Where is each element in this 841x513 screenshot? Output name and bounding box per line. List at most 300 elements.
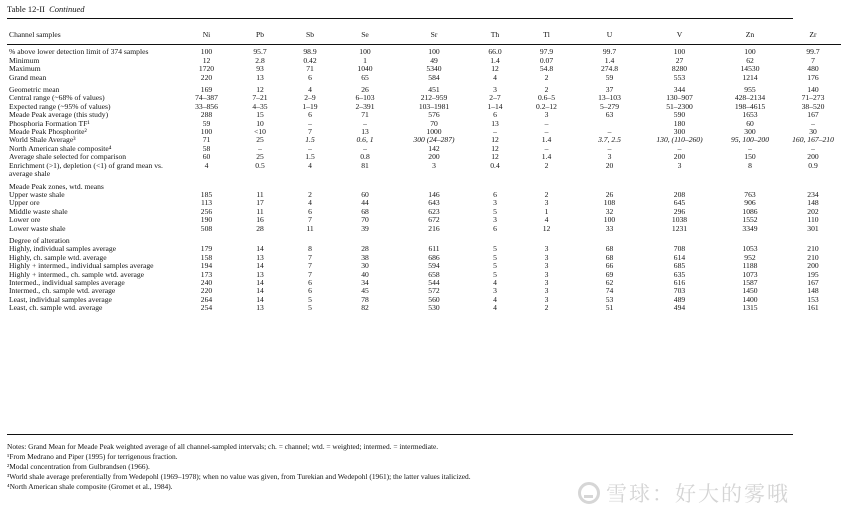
table-cell: 54.8 [539, 64, 554, 74]
column-header-ni: Ni [202, 30, 211, 39]
column-header-se: Se [361, 30, 369, 39]
table-cell: 12 [491, 135, 499, 145]
table-cell: 614 [673, 252, 686, 262]
table-cell: 195 [807, 269, 819, 279]
snowball-logo-icon [578, 482, 600, 504]
table-cell: 6 [308, 72, 312, 82]
table-cell: 37 [605, 85, 614, 95]
table-cell: – [363, 118, 367, 128]
table-cell: 180 [673, 118, 686, 128]
table-cell: 685 [673, 261, 686, 271]
column-header-label: Channel samples [9, 30, 61, 39]
row-label: Minimum [9, 55, 40, 65]
table-cell: – [677, 143, 682, 153]
row-label: Central range (~68% of values) [9, 93, 105, 103]
table-row [7, 145, 841, 153]
table-cell: 11 [306, 223, 314, 233]
table-cell: 1–14 [487, 101, 503, 111]
note-line: ²Modal concentration from Gulbrandsen (1966). [7, 462, 150, 471]
table-cell: 95.7 [253, 47, 267, 57]
table-cell: 148 [807, 286, 819, 296]
table-cell: 2 [544, 303, 549, 313]
table-cell: 5 [493, 244, 497, 254]
table-cell: 26 [361, 85, 369, 95]
table-cell: 1450 [742, 286, 758, 296]
table-cell: 2–9 [304, 93, 316, 103]
row-label: Least, individual samples average [9, 294, 112, 304]
table-cell: 428–2134 [734, 93, 766, 103]
table-cell: 15 [256, 110, 264, 120]
table-cell: 69 [605, 269, 614, 279]
table-row [7, 304, 841, 312]
table-row [7, 287, 841, 295]
table-cell: 65 [361, 72, 369, 82]
table-cell: 4 [204, 160, 209, 170]
table-row [7, 183, 841, 191]
table-cell: 68 [605, 252, 614, 262]
table-cell: 0.6–5 [537, 93, 556, 103]
table-row [7, 57, 841, 65]
table-row [7, 191, 841, 199]
table-cell: 99.7 [602, 47, 617, 57]
table-cell: 202 [807, 206, 819, 216]
table-cell: 110 [807, 215, 819, 225]
row-label: Meade Peak Phosphorite² [9, 127, 87, 137]
table-cell: – [544, 127, 549, 137]
table-cell: 544 [428, 277, 440, 287]
row-label: Maximum [9, 64, 41, 74]
table-cell: 296 [673, 206, 686, 216]
table-cell: 62 [605, 277, 614, 287]
table-cell: 5 [308, 294, 312, 304]
table-cell: 78 [361, 294, 369, 304]
table-cell: 220 [200, 286, 213, 296]
table-cell: 0.4 [490, 160, 500, 170]
table-cell: 530 [428, 303, 440, 313]
table-cell: 3349 [742, 223, 758, 233]
table-cell: – [748, 143, 752, 153]
table-cell: 5 [493, 252, 497, 262]
note-line: Notes: Grand Mean for Meade Peak weighted average of all channel-sampled intervals; ch. = channel; wtd. = weighted; intermed. = intermediate. [7, 442, 439, 451]
table-cell: 51–2300 [666, 101, 693, 111]
table-row [7, 208, 841, 216]
table-cell: 256 [200, 206, 213, 216]
table-cell: 13 [361, 127, 369, 137]
table-cell: 1653 [742, 110, 758, 120]
table-cell: 5 [493, 261, 497, 271]
table-cell: 658 [428, 269, 440, 279]
table-cell: 0.42 [303, 55, 317, 65]
table-cell: 44 [361, 198, 369, 208]
table-cell: 142 [428, 143, 440, 153]
table-cell: 71 [202, 135, 211, 145]
table-cell: 11 [256, 206, 264, 216]
table-cell: 99.7 [806, 47, 820, 57]
table-cell: 10 [256, 118, 264, 128]
table-cell: 4 [308, 85, 312, 95]
table-cell: 216 [428, 223, 440, 233]
table-cell: 906 [744, 198, 756, 208]
note-line: ⁴North American shale composite (Gromet et al., 1984). [7, 482, 173, 491]
table-cell: 14 [256, 244, 264, 254]
table-cell: 53 [605, 294, 614, 304]
table-cell: 6 [308, 206, 312, 216]
table-cell: 100 [744, 47, 756, 57]
table-cell: 27 [675, 55, 684, 65]
row-label: % above lower detection limit of 374 samples [9, 47, 149, 57]
data-table [7, 31, 841, 313]
table-cell: 14 [256, 261, 264, 271]
table-cell: 672 [428, 215, 440, 225]
table-row [7, 111, 841, 119]
table-cell: 6 [493, 223, 497, 233]
table-cell: 167 [807, 110, 819, 120]
row-label: Highly + intermed., ch. sample wtd. average [9, 269, 145, 279]
table-cell: 70 [361, 215, 369, 225]
table-cell: 71 [306, 64, 314, 74]
table-cell: 6 [493, 110, 497, 120]
row-label: Upper ore [9, 198, 40, 208]
table-cell: 74 [605, 286, 614, 296]
header-row [7, 31, 841, 45]
table-cell: 74–387 [195, 93, 218, 103]
table-cell: 344 [673, 85, 686, 95]
table-cell: 103–1981 [418, 101, 450, 111]
table-cell: – [544, 143, 549, 153]
row-label: Middle waste shale [9, 206, 68, 216]
table-cell: 179 [200, 244, 213, 254]
table-cell: 4–35 [252, 101, 268, 111]
table-cell: 81 [361, 160, 369, 170]
table-cell: 3 [544, 269, 549, 279]
table-cell: 108 [603, 198, 616, 208]
table-cell: 301 [807, 223, 819, 233]
table-cell: 200 [807, 261, 819, 271]
table-cell: 60 [746, 118, 754, 128]
table-cell: 3 [544, 294, 549, 304]
table-cell: 4 [493, 277, 497, 287]
table-cell: 45 [361, 286, 369, 296]
table-cell: 2 [544, 85, 549, 95]
table-cell: 1040 [357, 64, 373, 74]
table-cell: 100 [359, 47, 371, 57]
table-cell: 5 [493, 269, 497, 279]
table-cell: 17 [256, 198, 264, 208]
table-cell: 5 [308, 303, 312, 313]
table-row [7, 199, 841, 207]
table-cell: 28 [256, 223, 264, 233]
table-cell: 0.9 [808, 160, 818, 170]
table-row [7, 162, 841, 179]
table-cell: 584 [428, 72, 440, 82]
table-cell: 7 [308, 269, 312, 279]
table-cell: 30 [361, 261, 369, 271]
table-cell: 146 [428, 189, 440, 199]
table-cell: 3 [432, 160, 436, 170]
table-cell: 300 [744, 127, 756, 137]
table-cell: 150 [744, 152, 756, 162]
table-cell: 7 [308, 215, 312, 225]
table-row [7, 237, 841, 245]
table-cell: 2.8 [255, 55, 265, 65]
bottom-rule [7, 434, 793, 435]
table-row [7, 136, 841, 144]
table-cell: 5–279 [600, 101, 619, 111]
table-row [7, 48, 841, 56]
table-cell: 616 [673, 277, 686, 287]
table-cell: 14 [256, 277, 264, 287]
table-cell: 148 [807, 198, 819, 208]
table-cell: 26 [605, 189, 614, 199]
column-header-th: Th [490, 30, 500, 39]
table-row [7, 225, 841, 233]
table-cell: 8 [748, 160, 752, 170]
table-cell: 2 [308, 189, 312, 199]
table-cell: 1587 [742, 277, 758, 287]
column-header-sb: Sb [305, 30, 315, 39]
table-cell: 7–21 [252, 93, 268, 103]
table-cell: 140 [807, 85, 819, 95]
table-cell: 71–273 [801, 93, 825, 103]
table-cell: 93 [256, 64, 264, 74]
table-cell: 3 [493, 215, 497, 225]
table-cell: 0.5 [255, 160, 265, 170]
table-cell: 1 [544, 206, 549, 216]
table-cell: 68 [605, 244, 614, 254]
table-cell: 3.7, 2.5 [598, 135, 621, 145]
table-cell: 274.8 [600, 64, 619, 74]
table-cell: 2–7 [489, 93, 501, 103]
table-cell: 4 [308, 198, 312, 208]
table-cell: 6 [308, 110, 312, 120]
table-caption [7, 3, 85, 15]
table-cell: 100 [200, 47, 213, 57]
table-cell: 13 [491, 118, 499, 128]
table-cell: 62 [746, 55, 754, 65]
table-cell: 0.8 [360, 152, 370, 162]
column-header-zr: Zr [809, 30, 817, 39]
row-label: World Shale Average³ [9, 135, 76, 145]
table-cell: 1038 [671, 215, 688, 225]
table-cell: 8280 [671, 64, 688, 74]
table-cell: 3 [544, 110, 549, 120]
row-label: Intermed., ch. sample wtd. average [9, 286, 116, 296]
row-label: Highly, individual samples average [9, 244, 117, 254]
table-cell: 208 [673, 189, 686, 199]
table-cell: 185 [200, 189, 213, 199]
table-cell: 2 [544, 160, 549, 170]
row-label: Degree of alteration [9, 235, 70, 245]
table-cell: 594 [428, 261, 440, 271]
table-cell: 1.4 [541, 135, 552, 145]
table-row [7, 74, 841, 82]
note-line: ¹From Medrano and Piper (1995) for terrigenous fraction. [7, 452, 178, 461]
table-cell: 60 [202, 152, 211, 162]
column-header-sr: Sr [430, 30, 438, 39]
table-cell: 288 [200, 110, 213, 120]
table-cell: 1–19 [302, 101, 318, 111]
table-cell: 12 [491, 152, 499, 162]
table-cell: 645 [673, 198, 686, 208]
table-cell: – [308, 143, 312, 153]
table-cell: 763 [744, 189, 756, 199]
table-cell: 300 (24–287) [413, 135, 455, 145]
table-cell: 63 [605, 110, 614, 120]
table-cell: 198–4615 [734, 101, 766, 111]
table-cell: 82 [361, 303, 369, 313]
table-cell: 160, 167–210 [792, 135, 834, 145]
table-cell: – [363, 143, 367, 153]
table-cell: – [811, 143, 815, 153]
table-cell: 200 [673, 152, 686, 162]
table-cell: 176 [807, 72, 819, 82]
table-row [7, 103, 841, 111]
table-cell: 13–103 [598, 93, 621, 103]
table-cell: – [493, 127, 497, 137]
row-label: Least, ch. sample wtd. average [9, 303, 103, 313]
table-cell: 5 [493, 206, 497, 216]
table-cell: 210 [807, 244, 819, 254]
table-cell: 2–391 [355, 101, 375, 111]
table-cell: 40 [361, 269, 369, 279]
table-cell: – [607, 127, 612, 137]
table-cell: 553 [673, 72, 686, 82]
table-cell: 1.4 [604, 55, 615, 65]
table-cell: 686 [428, 252, 440, 262]
column-header-pb: Pb [255, 30, 265, 39]
table-cell: 28 [361, 244, 369, 254]
table-cell: 1000 [426, 127, 442, 137]
table-row [7, 296, 841, 304]
table-cell: 1053 [742, 244, 758, 254]
table-cell: 3 [544, 277, 549, 287]
table-number: Table 12-II [7, 4, 45, 14]
table-cell: 1.4 [541, 152, 552, 162]
table-cell: 955 [744, 85, 756, 95]
table-cell: 0.07 [539, 55, 554, 65]
table-cell: 32 [605, 206, 614, 216]
table-cell: 560 [428, 294, 440, 304]
note-line: ³World shale average preferentially from Wedepohl (1969–1978); when no value was given, from Turekian and Wedepohl (1961); the latter values italicized. [7, 472, 471, 481]
table-cell: 100 [200, 127, 213, 137]
table-cell: 4 [493, 72, 497, 82]
table-cell: 66 [605, 261, 614, 271]
table-cell: 130–907 [666, 93, 693, 103]
table-cell: 1231 [671, 223, 688, 233]
table-cell: 161 [807, 303, 819, 313]
table-cell: 1.4 [490, 55, 500, 65]
table-cell: 14 [256, 294, 264, 304]
column-header-tl: Tl [543, 30, 550, 39]
table-cell: 3 [544, 244, 549, 254]
watermark-text: 雪球：好大的雾哦 [606, 482, 790, 506]
table-row [7, 216, 841, 224]
table-cell: 635 [673, 269, 686, 279]
table-cell: 2 [544, 72, 549, 82]
table-cell: 51 [605, 303, 614, 313]
table-row [7, 279, 841, 287]
table-cell: 234 [807, 189, 819, 199]
table-cell: 25 [256, 135, 264, 145]
table-cell: 4 [308, 160, 312, 170]
table-cell: 1400 [742, 294, 758, 304]
table-cell: 34 [361, 277, 369, 287]
table-cell: 6–103 [355, 93, 375, 103]
table-cell: 1720 [198, 64, 215, 74]
row-label: Lower waste shale [9, 223, 66, 233]
top-rule [7, 18, 793, 19]
table-cell: 100 [673, 47, 686, 57]
table-cell: – [811, 118, 815, 128]
table-cell: 153 [807, 294, 819, 304]
table-cell: 113 [200, 198, 213, 208]
table-cell: 33 [605, 223, 614, 233]
table-cell: 12 [491, 64, 499, 74]
column-header-v: V [676, 30, 683, 39]
table-cell: 254 [200, 303, 213, 313]
table-cell: 95, 100–200 [731, 135, 769, 145]
table-cell: 30 [809, 127, 817, 137]
table-cell: 494 [673, 303, 686, 313]
column-header-u: U [606, 30, 613, 39]
table-cell: 4 [544, 215, 549, 225]
table-cell: 68 [361, 206, 369, 216]
row-label: Highly + intermed., individual samples average [9, 261, 154, 271]
table-cell: 39 [361, 223, 369, 233]
table-cell: 13 [256, 72, 264, 82]
table-cell: 49 [430, 55, 438, 65]
table-cell: 4 [493, 303, 497, 313]
table-row [7, 65, 841, 73]
row-label: Expected range (~95% of values) [9, 101, 111, 111]
table-cell: 1086 [742, 206, 758, 216]
row-label: Phosphoria Formation TF¹ [9, 118, 90, 128]
table-cell: 480 [807, 64, 819, 74]
table-cell: 8 [308, 244, 312, 254]
table-cell: 0.2–12 [536, 101, 557, 111]
table-cell: 1315 [742, 303, 758, 313]
table-cell: 60 [361, 189, 369, 199]
table-row [7, 271, 841, 279]
table-cell: <10 [254, 127, 266, 137]
table-cell: 13 [256, 303, 264, 313]
table-cell: 489 [673, 294, 686, 304]
row-label: Geometric mean [9, 85, 60, 95]
table-cell: 7 [811, 55, 815, 65]
table-cell: 3 [544, 261, 549, 271]
table-cell: 212–959 [420, 93, 448, 103]
table-cell: 643 [428, 198, 440, 208]
table-cell: 190 [200, 215, 213, 225]
table-cell: 59 [202, 118, 211, 128]
table-cell: 12 [202, 55, 211, 65]
row-label: Average shale selected for comparison [9, 152, 127, 162]
table-cell: 451 [428, 85, 440, 95]
table-cell: 6 [493, 189, 497, 199]
table-cell: 220 [200, 72, 213, 82]
row-label: Intermed., individual samples average [9, 277, 125, 287]
table-cell: 4 [493, 294, 497, 304]
table-cell: 70 [430, 118, 438, 128]
table-cell: 173 [200, 269, 213, 279]
table-cell: 12 [491, 143, 499, 153]
table-cell: 66.0 [488, 47, 502, 57]
table-cell: 11 [256, 189, 264, 199]
table-cell: 3 [493, 286, 497, 296]
table-row [7, 120, 841, 128]
table-cell: 6 [308, 277, 312, 287]
watermark [578, 478, 790, 508]
